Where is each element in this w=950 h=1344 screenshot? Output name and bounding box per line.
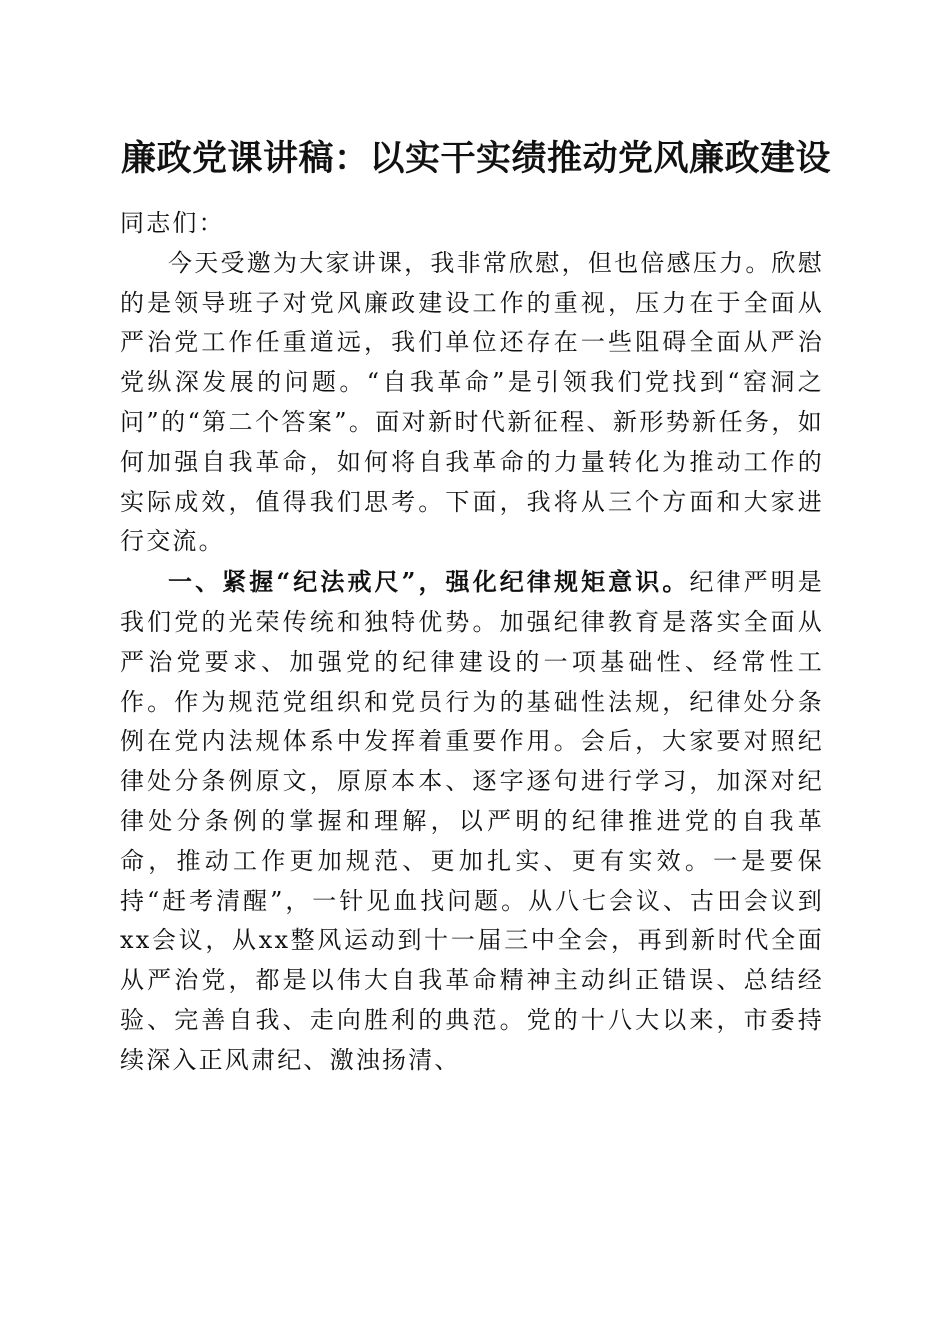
section-1-body: 纪律严明是我们党的光荣传统和独特优势。加强纪律教育是落实全面从严治党要求、加强党的纪律建设的一项基础性、经常性工作。作为规范党组织和党员行为的基础性法规，纪律处分条例在党内法规体系中发挥着重要作用。会后，大家要对照纪律处分条例原文，原原本本、逐字逐句进行学习，加深对纪律处分条例的掌握和理解，以严明的纪律推进党的自我革命，推动工作更加规范、更加扎实、更有实效。一是要保持“赶考清醒”，一针见血找问题。从八七会议、古田会议到xx会议，从xx整风运动到十一届三中全会，再到新时代全面从严治党，都是以伟大自我革命精神主动纠正错误、总结经验、完善自我、走向胜利的典范。党的十八大以来，市委持续深入正风肃纪、激浊扬清、 [120,568,825,1074]
section-1-heading: 一、紧握“纪法戒尺”，强化纪律规矩意识。 [168,567,690,597]
salutation: 同志们： [120,209,225,237]
paragraph-intro: 今天受邀为大家讲课，我非常欣慰，但也倍感压力。欣慰的是领导班子对党风廉政建设工作的重视，压力在于全面从严治党工作任重道远，我们单位还存在一些阻碍全面从严治党纵深发展的问题。“自我革命”是引领我们党找到“窑洞之问”的“第二个答案”。面对新时代新征程、新形势新任务，如何加强自我革命，如何将自我革命的力量转化为推动工作的实际成效，值得我们思考。下面，我将从三个方面和大家进行交流。 [120,248,824,556]
document-body [120,204,824,1081]
document-title: 廉政党课讲稿：以实干实绩推动党风廉政建设 [120,138,831,179]
paragraph-section-1 [120,562,824,1080]
